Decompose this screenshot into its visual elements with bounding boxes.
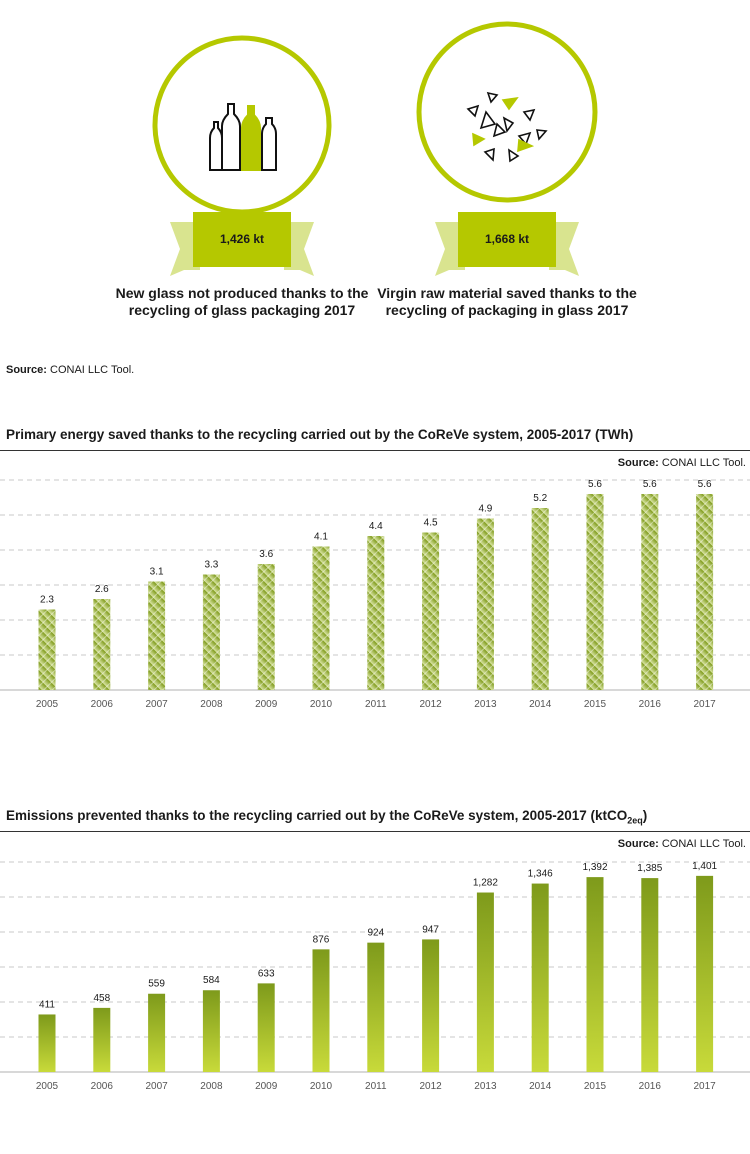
bar-group [310, 934, 333, 1092]
bar-group [365, 521, 387, 710]
bar-group [91, 993, 114, 1092]
bottles-icon [210, 104, 276, 170]
bar-group [36, 999, 59, 1092]
bar-group [36, 595, 59, 711]
data-label: 5.2 [533, 493, 548, 504]
bar-group [145, 567, 168, 711]
data-label: 3.1 [149, 566, 164, 578]
bar [93, 599, 110, 690]
data-label: 4.4 [368, 521, 383, 532]
bar-group [473, 878, 498, 1092]
source-label: Source: [617, 457, 659, 469]
data-label: 1,392 [582, 862, 608, 874]
bar-group [200, 975, 223, 1092]
chart-title-energy: Primary energy saved thanks to the recycling carried out by the CoReVe system, 2005-2017 (TWh) [6, 427, 634, 442]
x-tick-label: 2007 [145, 1081, 168, 1092]
bar [532, 884, 549, 1072]
bar [258, 564, 275, 690]
data-label: 1,385 [637, 863, 663, 875]
source-text: CONAI LLC Tool. [661, 838, 746, 850]
source-label: Source: [617, 838, 659, 850]
bar [313, 547, 330, 691]
bar [203, 575, 220, 691]
x-tick-label: 2011 [365, 1081, 387, 1092]
x-tick-label: 2012 [419, 699, 442, 710]
x-tick-label: 2010 [309, 699, 333, 710]
data-label: 5.6 [588, 479, 602, 490]
bar-group [692, 861, 717, 1092]
data-label: 3.6 [259, 549, 274, 560]
source-text: CONAI LLC Tool. [50, 364, 135, 376]
caption-raw-material: Virgin raw material saved thanks to the recycling of packaging in glass 2017 [377, 285, 637, 318]
x-tick-label: 2017 [693, 699, 716, 710]
x-tick-label: 2007 [145, 699, 168, 710]
emissions-bar-chart [0, 852, 750, 1102]
divider [0, 450, 750, 451]
data-label: 458 [93, 992, 111, 1004]
title-end: ) [642, 808, 648, 823]
divider [0, 831, 750, 832]
bar [587, 494, 604, 690]
data-label: 4.5 [423, 517, 438, 529]
x-tick-label: 2005 [35, 1081, 59, 1092]
data-label: 1,346 [527, 868, 553, 880]
bar-group [255, 968, 278, 1092]
bar [313, 949, 330, 1072]
x-tick-label: 2014 [529, 699, 552, 710]
x-tick-label: 2006 [90, 699, 113, 710]
title-main: Emissions prevented thanks to the recycling carried out by the CoReVe system, 2005-2017 (ktCO [6, 808, 628, 823]
x-tick-label: 2016 [638, 1081, 661, 1092]
data-label: 1,282 [472, 877, 498, 889]
bar [641, 878, 658, 1072]
bar [258, 983, 275, 1072]
bar [39, 610, 56, 691]
bar-group [693, 479, 716, 710]
x-tick-label: 2015 [583, 1081, 607, 1092]
ring [419, 24, 595, 200]
title-subscript: 2eq [627, 815, 643, 826]
data-label: 559 [148, 978, 165, 990]
data-label: 2.3 [40, 594, 54, 606]
data-label: 3.3 [204, 559, 219, 571]
data-label: 2.6 [94, 584, 109, 595]
bar-group [528, 869, 553, 1092]
data-label: 947 [422, 924, 439, 936]
x-tick-label: 2010 [309, 1081, 333, 1092]
bar [477, 893, 494, 1072]
bar [477, 519, 494, 691]
bar [696, 876, 713, 1072]
bar [148, 994, 165, 1072]
data-label: 876 [312, 934, 330, 946]
bar [422, 533, 439, 691]
bar-group [584, 479, 607, 710]
x-tick-label: 2005 [35, 699, 59, 710]
glass-shards-icon [468, 93, 546, 161]
bar-group [200, 560, 223, 711]
data-label: 4.1 [314, 531, 328, 543]
x-tick-label: 2009 [255, 1081, 278, 1092]
bar [641, 494, 658, 690]
bar-group [529, 493, 552, 710]
data-label: 1,401 [692, 860, 718, 872]
bar-group [91, 584, 114, 710]
bar-group [419, 924, 442, 1092]
bar [587, 877, 604, 1072]
bar [422, 939, 439, 1072]
data-label: 633 [257, 968, 275, 980]
chart-title-emissions [6, 808, 647, 826]
bar-group [639, 479, 662, 710]
x-tick-label: 2006 [90, 1081, 113, 1092]
value-text-a: 1,426 kt [219, 232, 265, 246]
bar-group [145, 979, 168, 1092]
caption-new-glass: New glass not produced thanks to the recycling of glass packaging 2017 [115, 285, 369, 318]
x-tick-label: 2013 [474, 699, 497, 710]
energy-bar-chart [0, 470, 750, 720]
infographic [0, 0, 750, 400]
data-label: 924 [367, 927, 385, 939]
data-label: 584 [203, 975, 220, 987]
value-text-b: 1,668 kt [484, 232, 530, 246]
bar-group [474, 504, 497, 711]
chart-source-energy [618, 457, 746, 469]
bar [148, 582, 165, 691]
x-tick-label: 2014 [529, 1081, 552, 1092]
bar-group [365, 928, 387, 1092]
source-label: Source: [6, 364, 47, 376]
chart-source-emissions [618, 838, 746, 850]
source-note [6, 364, 134, 376]
bar-group [310, 532, 333, 711]
x-tick-label: 2016 [638, 699, 661, 710]
data-label: 411 [39, 999, 55, 1011]
source-text: CONAI LLC Tool. [661, 457, 746, 469]
bar [367, 536, 384, 690]
bar [203, 990, 220, 1072]
bar [93, 1008, 110, 1072]
x-tick-label: 2009 [255, 699, 278, 710]
x-tick-label: 2008 [200, 1081, 223, 1092]
x-tick-label: 2008 [200, 699, 223, 710]
bar [696, 494, 713, 690]
x-tick-label: 2011 [365, 699, 387, 710]
data-label: 5.6 [642, 479, 657, 490]
bar [367, 943, 384, 1072]
x-tick-label: 2012 [419, 1081, 442, 1092]
x-tick-label: 2015 [583, 699, 607, 710]
x-tick-label: 2017 [693, 1081, 716, 1092]
bar-group [255, 549, 278, 710]
bar [39, 1014, 56, 1072]
x-tick-label: 2013 [474, 1081, 497, 1092]
bar [532, 508, 549, 690]
data-label: 4.9 [478, 503, 493, 515]
data-label: 5.6 [697, 479, 712, 490]
bar-group [419, 518, 442, 711]
